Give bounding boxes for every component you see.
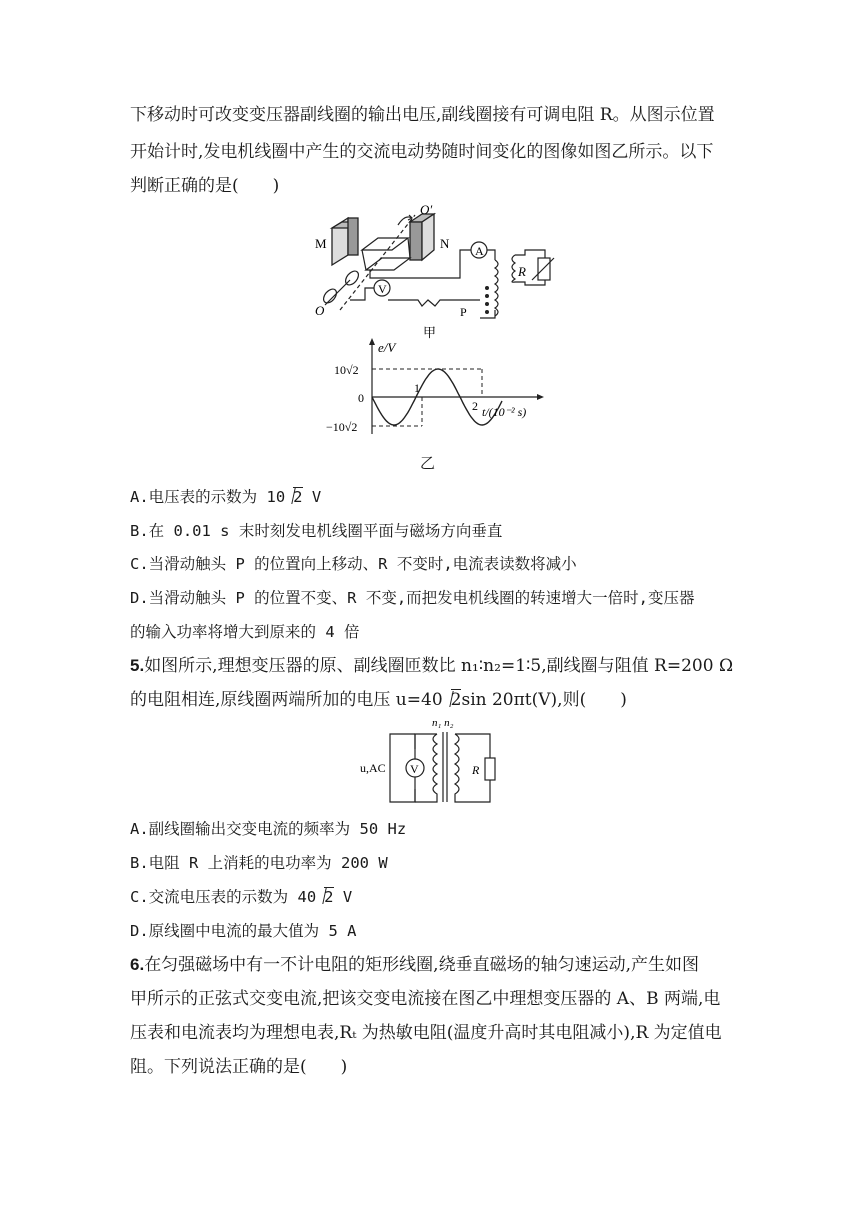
sqrt-radicand: 2 xyxy=(324,888,334,906)
label-o: O xyxy=(315,303,325,318)
turns-label: n₁ n₂ xyxy=(432,717,454,729)
magnet-m xyxy=(332,218,358,265)
q6-line-1-text: 在匀强磁场中有一不计电阻的矩形线圈,绕垂直磁场的轴匀速运动,产生如图 xyxy=(144,955,699,975)
q5-number: 5. xyxy=(130,656,145,675)
figure-q5-circuit xyxy=(360,714,500,806)
intro-line-2: 开始计时,发电机线圈中产生的交流电动势随时间变化的图像如图乙所示。以下 xyxy=(130,142,714,162)
q4-option-a xyxy=(130,486,321,508)
label-m: M xyxy=(315,236,327,251)
q5-option-c xyxy=(130,886,352,908)
q4-option-a-unit: V xyxy=(302,488,322,506)
q6-line-3: 压表和电流表均为理想电表,Rₜ 为热敏电阻(温度升高时其电阻减小),R 为定值电 xyxy=(130,1023,722,1043)
sqrt-symbol xyxy=(316,886,333,908)
q4-option-a-text: A.电压表的示数为 10 xyxy=(130,488,286,506)
q6-number: 6. xyxy=(130,955,145,974)
sqrt-symbol xyxy=(285,486,302,508)
q4-option-d-line-2: 的输入功率将增大到原来的 4 倍 xyxy=(130,623,360,641)
figure-yi-chart xyxy=(320,338,550,438)
q5-option-a: A.副线圈输出交变电流的频率为 50 Hz xyxy=(130,820,407,838)
figure-yi-caption: 乙 xyxy=(420,454,436,472)
y-axis-label: e/V xyxy=(378,340,396,355)
q4-option-b: B.在 0.01 s 末时刻发电机线圈平面与磁场方向垂直 xyxy=(130,522,503,540)
y-tick-top: 10√2 xyxy=(334,363,359,377)
figure-jia xyxy=(310,200,560,350)
sqrt-radicand: 2 xyxy=(293,488,303,506)
source-label: u,AC xyxy=(360,761,386,775)
q5-line-2-tail: sin 20πt(V),则( ) xyxy=(461,690,627,710)
label-p: P xyxy=(460,305,467,319)
q5-option-b: B.电阻 R 上消耗的电功率为 200 W xyxy=(130,854,388,872)
sqrt-radicand: 2 xyxy=(450,690,462,710)
q5-line-1 xyxy=(130,655,733,677)
x-tick-2: 2 xyxy=(472,399,478,413)
q5-line-2 xyxy=(130,689,627,711)
intro-line-1: 下移动时可改变变压器副线圈的输出电压,副线圈接有可调电阻 R。从图示位置 xyxy=(130,105,715,125)
label-o-prime: O′ xyxy=(420,202,433,217)
magnet-n xyxy=(410,214,434,260)
resistor-label: R xyxy=(472,763,480,777)
q6-line-1 xyxy=(130,954,699,976)
y-tick-zero: 0 xyxy=(358,391,364,405)
q5-line-2-text: 的电阻相连,原线圈两端所加的电压 u=40 xyxy=(130,690,443,710)
voltmeter-label: V xyxy=(410,762,419,776)
figure-jia-caption: 甲 xyxy=(423,325,437,340)
voltmeter-label: V xyxy=(378,282,387,296)
q5-option-d: D.原线圈中电流的最大值为 5 A xyxy=(130,922,357,940)
resistor-label: R xyxy=(518,264,526,279)
q5-option-c-text: C.交流电压表的示数为 40 xyxy=(130,888,317,906)
y-tick-bottom: −10√2 xyxy=(326,420,358,434)
q6-line-4: 阻。下列说法正确的是( ) xyxy=(130,1057,348,1077)
q6-line-2: 甲所示的正弦式交变电流,把该交变电流接在图乙中理想变压器的 A、B 两端,电 xyxy=(130,989,721,1009)
sqrt-symbol xyxy=(443,689,462,711)
ammeter-label: A xyxy=(475,244,484,258)
q5-option-c-unit: V xyxy=(333,888,353,906)
x-axis-label: t/(10⁻² s) xyxy=(482,405,527,419)
intro-line-3: 判断正确的是( ) xyxy=(130,176,280,196)
label-n: N xyxy=(440,236,450,251)
q4-option-c: C.当滑动触头 P 的位置向上移动、R 不变时,电流表读数将减小 xyxy=(130,555,577,573)
q5-line-1-text: 如图所示,理想变压器的原、副线圈匝数比 n₁∶n₂=1∶5,副线圈与阻值 R=200 Ω xyxy=(144,656,734,676)
x-tick-1: 1 xyxy=(414,381,420,395)
q4-option-d-line-1: D.当滑动触头 P 的位置不变、R 不变,而把发电机线圈的转速增大一倍时,变压器 xyxy=(130,589,695,607)
